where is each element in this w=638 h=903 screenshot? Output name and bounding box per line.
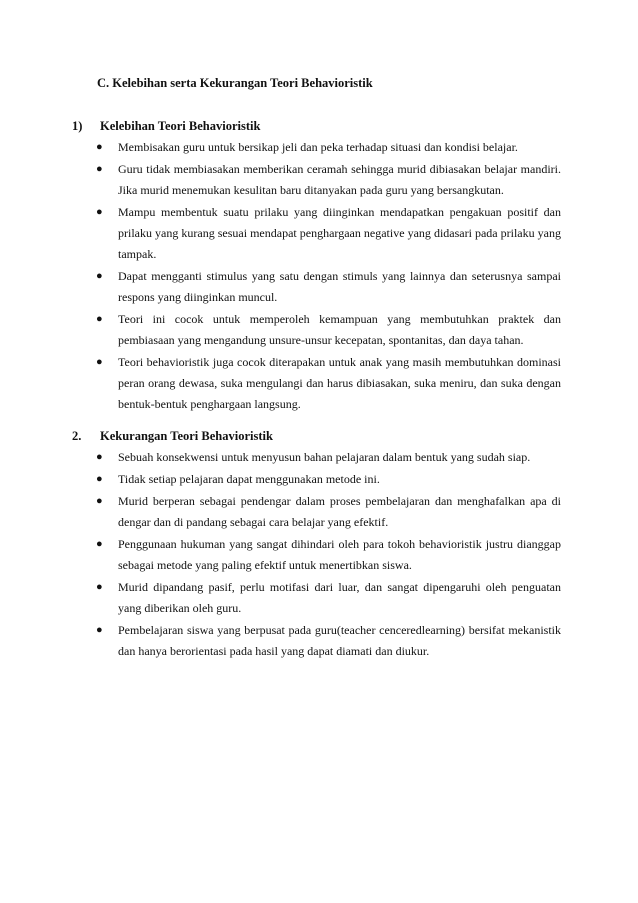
bullet-icon: ● xyxy=(96,624,103,636)
bullet-icon: ● xyxy=(96,163,103,175)
list-item-text: Sebuah konsekwensi untuk menyusun bahan pelajaran dalam bentuk yang sudah siap. xyxy=(118,450,531,464)
list-item xyxy=(93,352,561,415)
list-item-text: Teori ini cocok untuk memperoleh kemampuan yang membutuhkan praktek dan pembiasaan yang mengandung unsure-unsur kecepatan, spontanitas, dan daya tahan. xyxy=(118,312,561,347)
list-item xyxy=(93,159,561,201)
list-item xyxy=(93,137,561,158)
section-number: 1) xyxy=(72,119,83,133)
list-item-text: Teori behavioristik juga cocok diterapakan untuk anak yang masih membutuhkan dominasi peran orang dewasa, suka mengulangi dan harus dibiasakan, suka meniru, dan suka dengan bentuk-bentuk penghargaan langsung. xyxy=(118,355,561,411)
bullet-icon: ● xyxy=(96,270,103,282)
bullet-icon: ● xyxy=(96,356,103,368)
list-item xyxy=(93,491,561,533)
list-item xyxy=(93,447,561,468)
bullet-icon: ● xyxy=(96,141,103,153)
kekurangan-list xyxy=(93,447,561,663)
bullet-icon: ● xyxy=(96,206,103,218)
section-title-kelebihan xyxy=(72,119,260,134)
list-item xyxy=(93,620,561,662)
list-item-text: Membisakan guru untuk bersikap jeli dan peka terhadap situasi dan kondisi belajar. xyxy=(118,140,518,154)
list-item-text: Dapat mengganti stimulus yang satu dengan stimuls yang lainnya dan seterusnya sampai respons yang diinginkan muncul. xyxy=(118,269,561,304)
list-item xyxy=(93,309,561,351)
bullet-icon: ● xyxy=(96,473,103,485)
section-number: 2. xyxy=(72,429,82,443)
bullet-icon: ● xyxy=(96,581,103,593)
list-item-text: Murid berperan sebagai pendengar dalam proses pembelajaran dan menghafalkan apa di dengar dan di pandang sebagai cara belajar yang efektif. xyxy=(118,494,561,529)
list-item-text: Guru tidak membiasakan memberikan ceramah sehingga murid dibiasakan belajar mandiri. Jika murid menemukan kesulitan baru ditanyakan pada guru yang bersangkutan. xyxy=(118,162,561,197)
list-item xyxy=(93,469,561,490)
section-title-text: Kelebihan Teori Behavioristik xyxy=(100,119,261,133)
list-item xyxy=(93,266,561,308)
bullet-icon: ● xyxy=(96,313,103,325)
list-item xyxy=(93,202,561,265)
list-item xyxy=(93,577,561,619)
section-heading: C. Kelebihan serta Kekurangan Teori Behavioristik xyxy=(97,76,373,90)
bullet-icon: ● xyxy=(96,451,103,463)
list-item-text: Tidak setiap pelajaran dapat menggunakan metode ini. xyxy=(118,472,380,486)
list-item-text: Pembelajaran siswa yang berpusat pada guru(teacher cenceredlearning) bersifat mekanistik dan hanya berorientasi pada hasil yang dapat diamati dan diukur. xyxy=(118,623,561,658)
list-item-text: Murid dipandang pasif, perlu motifasi dari luar, dan sangat dipengaruhi oleh penguatan yang diberikan oleh guru. xyxy=(118,580,561,615)
kelebihan-list xyxy=(93,137,561,416)
list-item-text: Penggunaan hukuman yang sangat dihindari oleh para tokoh behavioristik justru dianggap sebagai metode yang paling efektif untuk menertibkan siswa. xyxy=(118,537,561,572)
list-item xyxy=(93,534,561,576)
bullet-icon: ● xyxy=(96,538,103,550)
section-title-text: Kekurangan Teori Behavioristik xyxy=(100,429,273,443)
bullet-icon: ● xyxy=(96,495,103,507)
section-title-kekurangan xyxy=(72,429,273,444)
list-item-text: Mampu membentuk suatu prilaku yang diinginkan mendapatkan pengakuan positif dan prilaku yang kurang sesuai mendapat penghargaan negative yang didasari pada prilaku yang tampak. xyxy=(118,205,561,261)
